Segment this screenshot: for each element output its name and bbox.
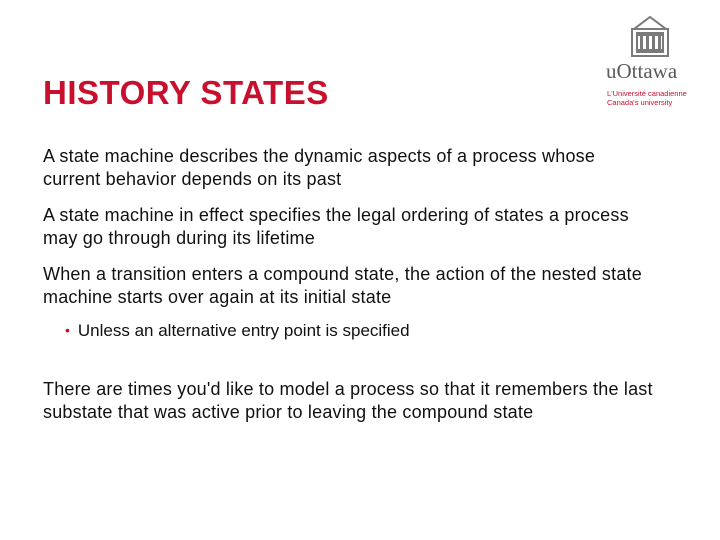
uottawa-logo (600, 13, 700, 113)
sub-bullet-text: Unless an alternative entry point is specified (77, 321, 410, 340)
sub-bullet-item (43, 320, 653, 378)
slide-body (43, 145, 653, 437)
slide-title: HISTORY STATES (43, 74, 329, 111)
university-building-icon (628, 13, 672, 59)
logo-tagline-fr: L'Université canadienne (607, 89, 687, 98)
paragraph-4: There are times you'd like to model a process so that it remembers the last substate that was active prior to leaving the compound state (43, 379, 653, 422)
paragraph-3: When a transition enters a compound state, the action of the nested state machine starts over again at its initial state (43, 264, 642, 307)
bullet-icon: • (65, 322, 70, 338)
logo-tagline (607, 89, 687, 107)
paragraph-1: A state machine describes the dynamic aspects of a process whose current behavior depends on its past (43, 146, 596, 189)
logo-tagline-en: Canada's university (607, 98, 673, 107)
paragraph-2: A state machine in effect specifies the legal ordering of states a process may go through during its lifetime (43, 205, 629, 248)
logo-wordmark: uOttawa (606, 59, 678, 83)
